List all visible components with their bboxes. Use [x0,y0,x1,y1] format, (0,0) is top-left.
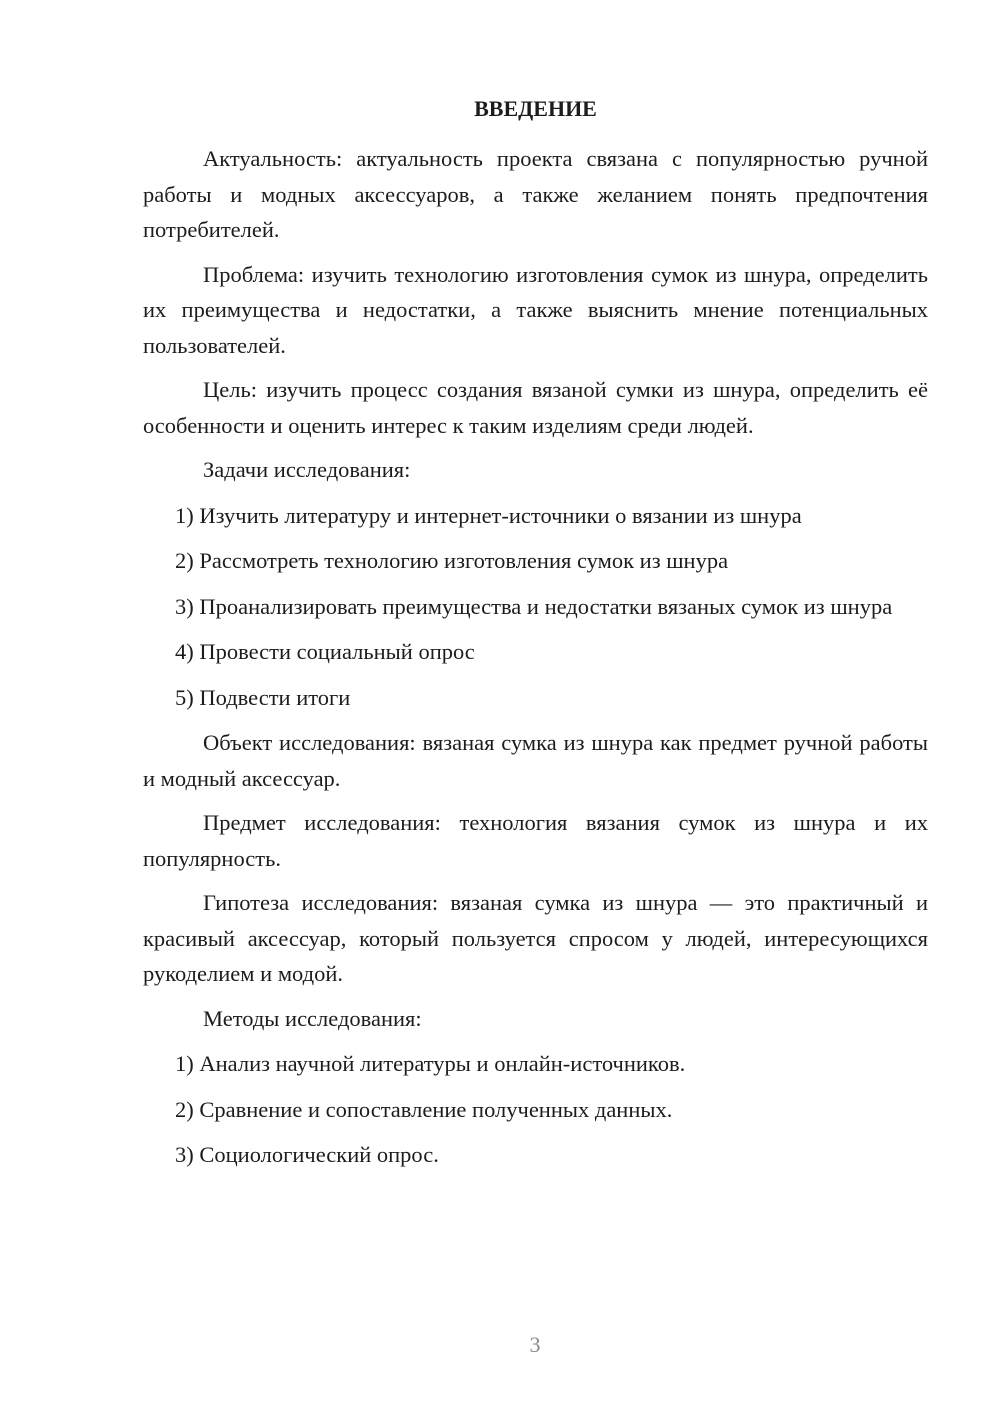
task-item-2: 2) Рассмотреть технологию изготовления сумок из шнура [175,548,729,573]
relevance-paragraph: Актуальность: актуальность проекта связана с популярностью ручной работы и модных аксессуаров, а также желанием понять предпочтения потребителей. [143,146,928,242]
page-number: 3 [529,1332,541,1357]
hypothesis-paragraph: Гипотеза исследования: вязаная сумка из шнура — это практичный и красивый аксессуар, который пользуется спросом у людей, интересующихся рукоделием и модой. [143,890,928,986]
method-item-2: 2) Сравнение и сопоставление полученных данных. [175,1096,673,1122]
goal-paragraph: Цель: изучить процесс создания вязаной сумки из шнура, определить её особенности и оценить интерес к таким изделиям среди людей. [143,377,928,438]
object-paragraph: Объект исследования: вязаная сумка из шнура как предмет ручной работы и модный аксессуар. [143,730,928,791]
tasks-heading: Задачи исследования: [203,457,411,482]
method-item-3: 3) Социологический опрос. [175,1142,439,1167]
task-item-1: 1) Изучить литературу и интернет-источники о вязании из шнура [175,502,802,528]
task-item-4: 4) Провести социальный опрос [175,639,475,664]
problem-paragraph: Проблема: изучить технологию изготовления сумок из шнура, определить их преимущества и недостатки, а также выяснить мнение потенциальных пользователей. [143,261,928,358]
task-item-5: 5) Подвести итоги [175,684,351,710]
page-title: ВВЕДЕНИЕ [474,96,597,121]
document-body [143,93,928,1183]
subject-paragraph: Предмет исследования: технология вязания сумок из шнура и их популярность. [143,810,928,871]
methods-heading: Методы исследования: [203,1005,422,1031]
task-item-3: 3) Проанализировать преимущества и недостатки вязаных сумок из шнура [175,593,893,619]
method-item-1: 1) Анализ научной литературы и онлайн-источников. [175,1051,686,1076]
